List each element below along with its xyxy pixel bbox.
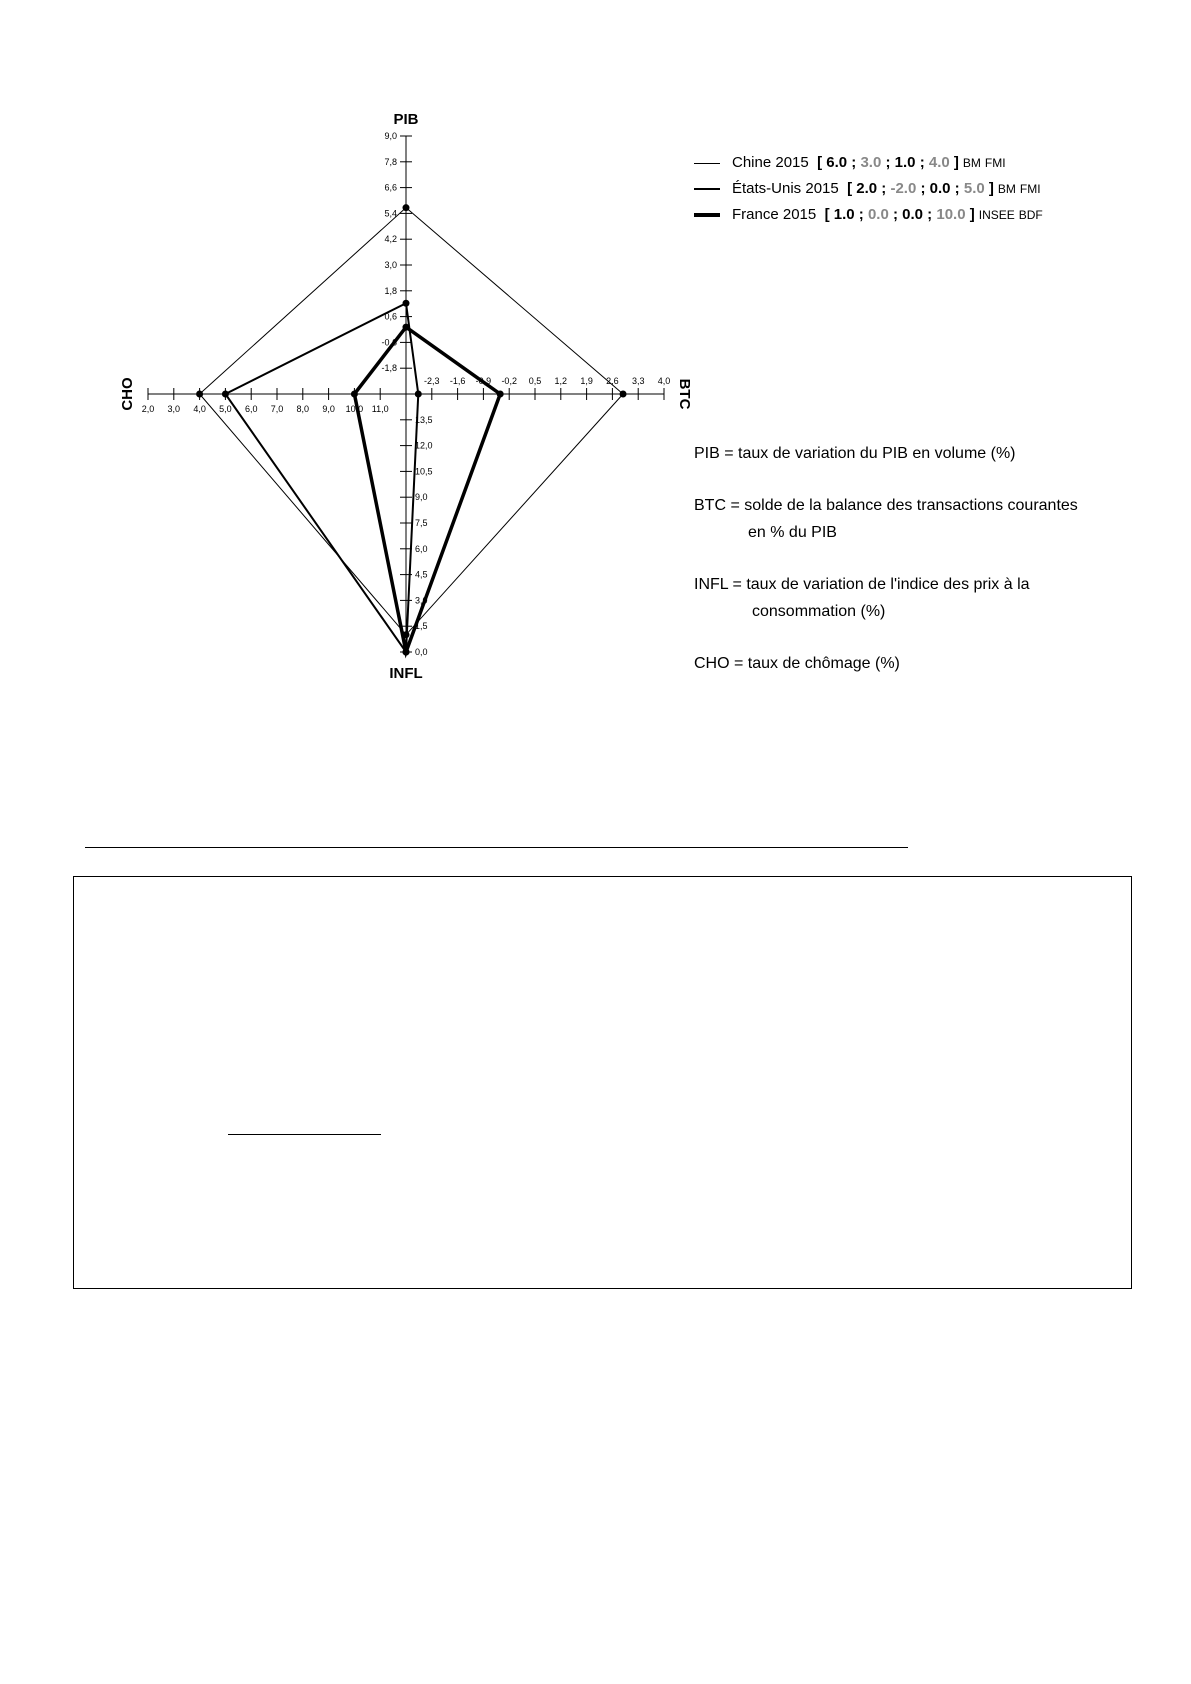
data-point-france-cho	[351, 391, 358, 398]
answer-box	[73, 876, 1132, 1289]
data-point-france-pib	[403, 324, 410, 331]
tick-label-pib: -1,8	[381, 363, 397, 374]
tick-label-infl: 9,0	[415, 492, 428, 503]
legend	[694, 150, 1043, 228]
tick-label-cho: 6,0	[244, 404, 258, 414]
tick-label-btc: -2,3	[424, 376, 440, 386]
definition-text: CHO = taux de chômage (%)	[694, 655, 900, 672]
legend-name: États-Unis	[732, 180, 802, 197]
legend-value-cho: 5.0	[963, 180, 985, 197]
answer-underline	[228, 1134, 381, 1135]
tick-label-pib: 4,2	[384, 234, 397, 245]
tick-label-pib: 6,6	[384, 182, 397, 193]
tick-label-cho: 2,0	[141, 404, 155, 414]
tick-label-cho: 8,0	[296, 404, 310, 414]
tick-label-infl: 7,5	[415, 518, 428, 528]
legend-year: 2015	[775, 154, 809, 171]
tick-label-cho: 9,0	[322, 404, 335, 414]
legend-value-infl: 0.0	[929, 180, 951, 197]
tick-label-btc: 2,6	[606, 376, 619, 386]
tick-label-btc: -1,6	[449, 376, 466, 386]
legend-value-pib: 6.0	[826, 154, 848, 171]
tick-label-cho: 5,0	[219, 404, 232, 414]
data-point-chine-btc	[620, 391, 627, 398]
axis-title-btc: BTC	[676, 378, 693, 410]
legend-year: 2015	[782, 206, 817, 223]
tick-label-btc: 3,3	[631, 376, 645, 386]
legend-source: BM	[997, 182, 1016, 196]
data-point-etats-unis-cho	[222, 391, 229, 398]
axis-title-infl: INFL	[389, 665, 423, 682]
tick-label-cho: 4,0	[193, 404, 206, 414]
tick-label-pib: 9,0	[384, 131, 397, 141]
legend-line-chine	[694, 163, 720, 164]
legend-item-france: France 2015 [ 1.0 ; 0.0 ; 0.0 ; 10.0 ] INSEE BDF	[694, 202, 1043, 228]
definition-text: PIB = taux de variation du PIB en volume (%)	[694, 445, 1016, 462]
tick-label-infl: 6,0	[415, 543, 428, 554]
data-point-france-infl	[403, 649, 410, 656]
definition-text: INFL = taux de variation de l'indice des prix à la	[694, 576, 1030, 593]
definition-pib	[694, 440, 1078, 467]
legend-source: INSEE	[978, 208, 1015, 222]
tick-label-btc: 0,5	[528, 376, 542, 386]
tick-label-pib: -0,6	[381, 337, 397, 348]
tick-label-infl: 13,5	[415, 414, 433, 425]
tick-label-pib: 0,6	[384, 311, 397, 322]
data-point-etats-unis-btc	[415, 391, 422, 398]
legend-source: BM	[962, 156, 981, 170]
legend-item-chine: Chine 2015 [ 6.0 ; 3.0 ; 1.0 ; 4.0 ] BM FMI	[694, 150, 1043, 176]
definition-cho	[694, 650, 1078, 677]
tick-label-pib: 1,8	[384, 285, 397, 296]
legend-value-btc: 3.0	[860, 154, 882, 171]
tick-label-infl: 10,5	[415, 466, 433, 477]
data-point-chine-cho	[196, 391, 203, 398]
definition-infl	[694, 571, 1078, 625]
legend-line-france	[694, 213, 720, 217]
tick-label-pib: 3,0	[384, 260, 397, 270]
legend-name: France	[732, 206, 779, 223]
legend-line-etats-unis	[694, 188, 720, 190]
tick-label-cho: 11,0	[371, 404, 389, 414]
tick-label-pib: 5,4	[384, 208, 397, 219]
series-polygon-etats-unis	[225, 303, 418, 652]
legend-value-btc: -2.0	[890, 180, 917, 197]
legend-source: FMI	[984, 156, 1006, 170]
legend-source: BDF	[1018, 208, 1043, 222]
definition-text: BTC = solde de la balance des transactions courantes	[694, 497, 1078, 514]
tick-label-infl: 0,0	[415, 647, 428, 657]
definition-btc	[694, 492, 1078, 546]
legend-value-cho: 10.0	[936, 206, 966, 223]
tick-label-infl: 4,5	[415, 569, 428, 580]
tick-label-btc: 4,0	[657, 376, 671, 386]
series-polygon-chine	[200, 208, 623, 635]
tick-label-infl: 12,0	[415, 440, 433, 451]
axis-title-pib: PIB	[393, 111, 419, 128]
data-point-etats-unis-pib	[403, 300, 410, 307]
tick-label-cho: 3,0	[167, 404, 181, 414]
separator-line	[85, 847, 908, 848]
axis-definitions	[694, 440, 1078, 702]
data-point-france-btc	[497, 391, 504, 398]
tick-label-cho: 10,0	[345, 404, 364, 414]
legend-year: 2015	[805, 180, 839, 197]
tick-label-btc: 1,9	[580, 376, 593, 386]
tick-label-infl: 1,5	[415, 621, 428, 632]
legend-value-pib: 1.0	[833, 206, 855, 223]
tick-label-cho: 7,0	[270, 404, 284, 414]
definition-text: en % du PIB	[748, 524, 837, 541]
tick-label-infl: 3,0	[415, 595, 428, 606]
legend-name: Chine	[732, 154, 772, 171]
legend-value-infl: 1.0	[894, 154, 916, 171]
tick-label-btc: -0,2	[501, 376, 517, 386]
axis-title-cho: CHO	[119, 377, 136, 411]
radar-chart	[0, 0, 720, 720]
legend-value-infl: 0.0	[902, 206, 924, 223]
legend-value-cho: 4.0	[928, 154, 950, 171]
legend-source: FMI	[1019, 182, 1041, 196]
legend-item-etats-unis: États-Unis 2015 [ 2.0 ; -2.0 ; 0.0 ; 5.0 ] BM FMI	[694, 176, 1043, 202]
definition-text: consommation (%)	[752, 603, 886, 620]
tick-label-btc: -0,9	[475, 376, 492, 386]
data-point-chine-pib	[403, 204, 410, 211]
legend-value-pib: 2.0	[856, 180, 878, 197]
tick-label-pib: 7,8	[384, 156, 397, 167]
tick-label-btc: 1,2	[554, 376, 568, 386]
legend-value-btc: 0.0	[867, 206, 889, 223]
